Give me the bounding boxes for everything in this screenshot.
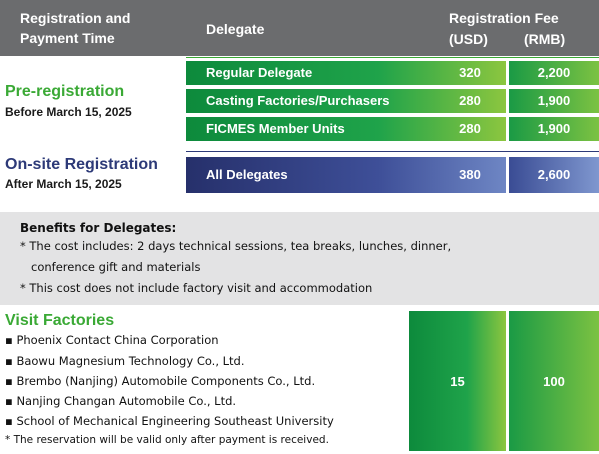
factory-list-item: ▪ Baowu Magnesium Technology Co., Ltd. — [5, 354, 245, 368]
pre-registration-title: Pre-registration — [5, 83, 125, 100]
factory-list-item: ▪ School of Mechanical Engineering Southeast University — [5, 414, 334, 428]
factory-list-item: ▪ Phoenix Contact China Corporation — [5, 333, 219, 347]
onsite-title: On-site Registration — [5, 156, 158, 173]
onsite-row-rmb: 2,600 — [509, 157, 599, 193]
factory-list-item: ▪ Brembo (Nanjing) Automobile Components Co., Ltd. — [5, 374, 316, 388]
onsite-row-label: All Delegates — [206, 167, 288, 182]
benefits-title: Benefits for Delegates: — [20, 221, 177, 235]
reservation-note: * The reservation will be valid only after payment is received. — [5, 434, 329, 446]
header-registration-time: Registration and Payment Time — [20, 10, 131, 46]
factory-list-item: ▪ Nanjing Changan Automobile Co., Ltd. — [5, 394, 237, 408]
onsite-row-usd: 380 — [459, 167, 481, 182]
header-usd: (USD) — [449, 31, 488, 47]
header-delegate: Delegate — [206, 21, 265, 37]
pre-row-regular-rmb: 2,200 — [509, 61, 599, 85]
visit-factories-title: Visit Factories — [5, 312, 115, 329]
pre-registration-deadline: Before March 15, 2025 — [5, 105, 132, 119]
benefits-line-1b: conference gift and materials — [31, 260, 201, 274]
pre-row-regular-usd: 320 — [459, 65, 481, 80]
pre-row-ficmes-label: FICMES Member Units — [206, 121, 345, 136]
visit-fee-rmb: 100 — [509, 311, 599, 451]
pre-row-casting-usd: 280 — [459, 93, 481, 108]
pre-row-regular-label: Regular Delegate — [206, 65, 313, 80]
pre-row-casting-rmb: 1,900 — [509, 89, 599, 113]
visit-fee-usd: 15 — [409, 311, 506, 451]
header-rmb: (RMB) — [524, 31, 566, 47]
pre-row-ficmes-usd: 280 — [459, 121, 481, 136]
onsite-date: After March 15, 2025 — [5, 177, 122, 191]
pre-row-casting-label: Casting Factories/Purchasers — [206, 93, 390, 108]
pre-row-ficmes-rmb: 1,900 — [509, 117, 599, 141]
header-registration-fee: Registration Fee — [449, 10, 559, 26]
divider — [186, 151, 599, 152]
benefits-line-1: * The cost includes: 2 days technical sessions, tea breaks, lunches, dinner, — [20, 239, 452, 253]
divider — [186, 57, 599, 58]
benefits-line-2: * This cost does not include factory visit and accommodation — [20, 281, 373, 295]
